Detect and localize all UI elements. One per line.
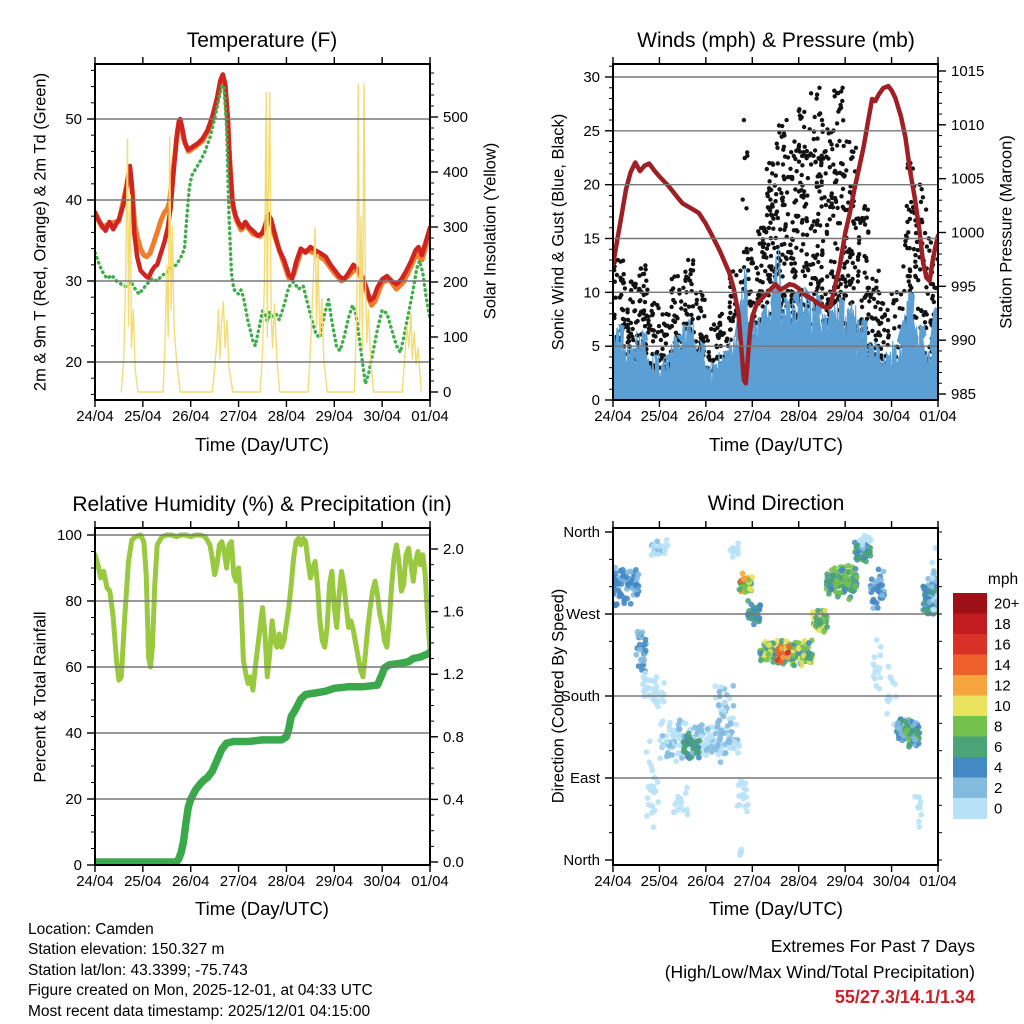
tick-label: North bbox=[563, 524, 600, 541]
tick-label: 24/04 bbox=[594, 873, 632, 890]
tick-label: South bbox=[560, 688, 600, 705]
tick-label: 1000 bbox=[951, 224, 985, 242]
tick-label: 25/04 bbox=[640, 408, 679, 425]
tick-label: 25/04 bbox=[124, 873, 162, 890]
tick-label: 25/04 bbox=[640, 873, 679, 890]
tick-label: 27/04 bbox=[219, 408, 258, 425]
winds-pressure-title: Winds (mph) & Pressure (mb) bbox=[637, 29, 915, 52]
tick-label: 1005 bbox=[951, 170, 985, 188]
tick-label: 25 bbox=[583, 122, 600, 140]
station-location: Location: Camden bbox=[28, 921, 154, 938]
tick-label: 300 bbox=[443, 219, 469, 236]
tick-label: 40 bbox=[65, 192, 82, 209]
tick-label: 8 bbox=[994, 718, 1003, 736]
tick-label: 5 bbox=[591, 338, 600, 356]
winds_pressure-plot bbox=[611, 86, 940, 400]
tick-label: 30 bbox=[65, 273, 82, 290]
tick-label: 0 bbox=[591, 392, 600, 409]
tick-label: 01/04 bbox=[919, 408, 957, 425]
tick-label: 26/04 bbox=[171, 408, 210, 425]
tick-label: 28/04 bbox=[779, 408, 818, 425]
data-timestamp: Most recent data timestamp: 2025/12/01 04:15:00 bbox=[28, 1002, 371, 1020]
tick-label: 25/04 bbox=[124, 408, 162, 425]
temperature-plot bbox=[95, 74, 430, 392]
tick-label: 0.8 bbox=[443, 728, 464, 746]
tick-label: 0 bbox=[443, 384, 452, 401]
humidity-precip-title: Relative Humidity (%) & Precipitation (in) bbox=[72, 493, 452, 516]
station-elevation: Station elevation: 150.327 m bbox=[28, 941, 225, 959]
tick-label: 10 bbox=[583, 284, 600, 302]
tick-label: 15 bbox=[583, 230, 600, 248]
tick-label: 1015 bbox=[951, 63, 985, 80]
tick-label: 27/04 bbox=[733, 873, 772, 890]
tick-label: 28/04 bbox=[779, 873, 818, 890]
tick-label: 4 bbox=[994, 759, 1003, 777]
tick-label: 0 bbox=[73, 857, 82, 874]
station-latlon: Station lat/lon: 43.3399; -75.743 bbox=[28, 961, 248, 979]
extremes-heading: Extremes For Past 7 Days bbox=[770, 936, 975, 956]
tick-label: 200 bbox=[443, 274, 469, 291]
humidity-ylabel-left: Percent & Total Rainfall bbox=[31, 611, 50, 783]
station-info bbox=[28, 920, 373, 1022]
temperature-xlabel: Time (Day/UTC) bbox=[195, 434, 329, 455]
wind-direction-title: Wind Direction bbox=[707, 492, 845, 515]
temperature-title: Temperature (F) bbox=[186, 29, 338, 52]
tick-label: 6 bbox=[994, 738, 1003, 756]
winds-ylabel-right: Station Pressure (Maroon) bbox=[997, 135, 1016, 329]
tick-label: 14 bbox=[994, 656, 1011, 674]
tick-label: 985 bbox=[951, 386, 977, 403]
tick-label: 100 bbox=[443, 329, 469, 346]
speed-colorbar bbox=[953, 593, 1020, 819]
temperature-ylabel-right: Solar Insolation (Yellow) bbox=[481, 142, 500, 320]
tick-label: 27/04 bbox=[733, 408, 772, 425]
tick-label: 29/04 bbox=[315, 873, 354, 890]
winds-ylabel-left: Sonic Wind & Gust (Blue, Black) bbox=[549, 113, 568, 351]
tick-label: 24/04 bbox=[76, 408, 114, 425]
extremes-values: 55/27.3/14.1/1.34 bbox=[834, 987, 975, 1007]
humidity_precip-plot bbox=[95, 535, 430, 862]
tick-label: 100 bbox=[56, 527, 82, 544]
tick-label: 20 bbox=[65, 354, 82, 371]
tick-label: East bbox=[569, 770, 600, 787]
tick-label: 40 bbox=[65, 725, 82, 742]
colorbar-title: mph bbox=[987, 571, 1019, 588]
tick-label: 20 bbox=[583, 176, 600, 194]
tick-label: 10 bbox=[994, 697, 1011, 715]
tick-label: 28/04 bbox=[267, 408, 306, 425]
tick-label: 18 bbox=[994, 615, 1011, 633]
tick-label: 30/04 bbox=[872, 873, 911, 890]
tick-label: West bbox=[566, 606, 600, 623]
tick-label: 0 bbox=[994, 800, 1003, 818]
tick-label: 20+ bbox=[994, 595, 1020, 613]
tick-label: 12 bbox=[994, 677, 1011, 695]
tick-label: 990 bbox=[951, 332, 977, 350]
tick-label: 29/04 bbox=[826, 408, 864, 425]
tick-label: 29/04 bbox=[315, 408, 354, 425]
figure-created: Figure created on Mon, 2025-12-01, at 04:33 UTC bbox=[28, 982, 373, 1000]
tick-label: 50 bbox=[65, 111, 82, 128]
tick-label: 30/04 bbox=[872, 408, 911, 425]
tick-label: 26/04 bbox=[687, 873, 725, 890]
tick-label: 1.2 bbox=[443, 666, 464, 684]
tick-label: 24/04 bbox=[594, 408, 632, 425]
tick-label: 80 bbox=[65, 593, 82, 610]
tick-label: 27/04 bbox=[219, 873, 258, 890]
tick-label: 2 bbox=[994, 779, 1003, 797]
humidity-xlabel: Time (Day/UTC) bbox=[195, 898, 329, 919]
tick-label: 400 bbox=[443, 164, 469, 181]
extremes-subtitle: (High/Low/Max Wind/Total Precipitation) bbox=[664, 961, 975, 982]
tick-label: 01/04 bbox=[919, 873, 957, 890]
wind-direction-ylabel: Direction (Colored By Speed) bbox=[549, 588, 568, 804]
extremes-block bbox=[665, 934, 975, 1011]
tick-label: 28/04 bbox=[267, 873, 306, 890]
wind-direction-xlabel: Time (Day/UTC) bbox=[709, 898, 843, 919]
tick-label: 500 bbox=[443, 109, 469, 126]
tick-label: North bbox=[563, 852, 600, 869]
tick-label: 2.0 bbox=[443, 541, 464, 558]
tick-label: 30/04 bbox=[363, 408, 401, 425]
winds-xlabel: Time (Day/UTC) bbox=[709, 434, 843, 455]
tick-label: 26/04 bbox=[687, 408, 725, 425]
tick-label: 995 bbox=[951, 278, 977, 296]
tick-label: 20 bbox=[65, 791, 82, 808]
tick-label: 1010 bbox=[951, 116, 985, 134]
tick-label: 0.4 bbox=[443, 791, 464, 809]
tick-label: 01/04 bbox=[411, 873, 449, 890]
tick-label: 1.6 bbox=[443, 603, 464, 621]
tick-label: 60 bbox=[65, 659, 82, 676]
tick-label: 29/04 bbox=[826, 873, 864, 890]
tick-label: 16 bbox=[994, 636, 1011, 654]
tick-label: 24/04 bbox=[76, 873, 114, 890]
tick-label: 30 bbox=[583, 69, 600, 86]
tick-label: 30/04 bbox=[363, 873, 401, 890]
tick-label: 0.0 bbox=[443, 854, 464, 871]
tick-label: 01/04 bbox=[411, 408, 449, 425]
temperature-ylabel-left: 2m & 9m T (Red, Orange) & 2m Td (Green) bbox=[31, 72, 50, 392]
tick-label: 26/04 bbox=[171, 873, 210, 890]
